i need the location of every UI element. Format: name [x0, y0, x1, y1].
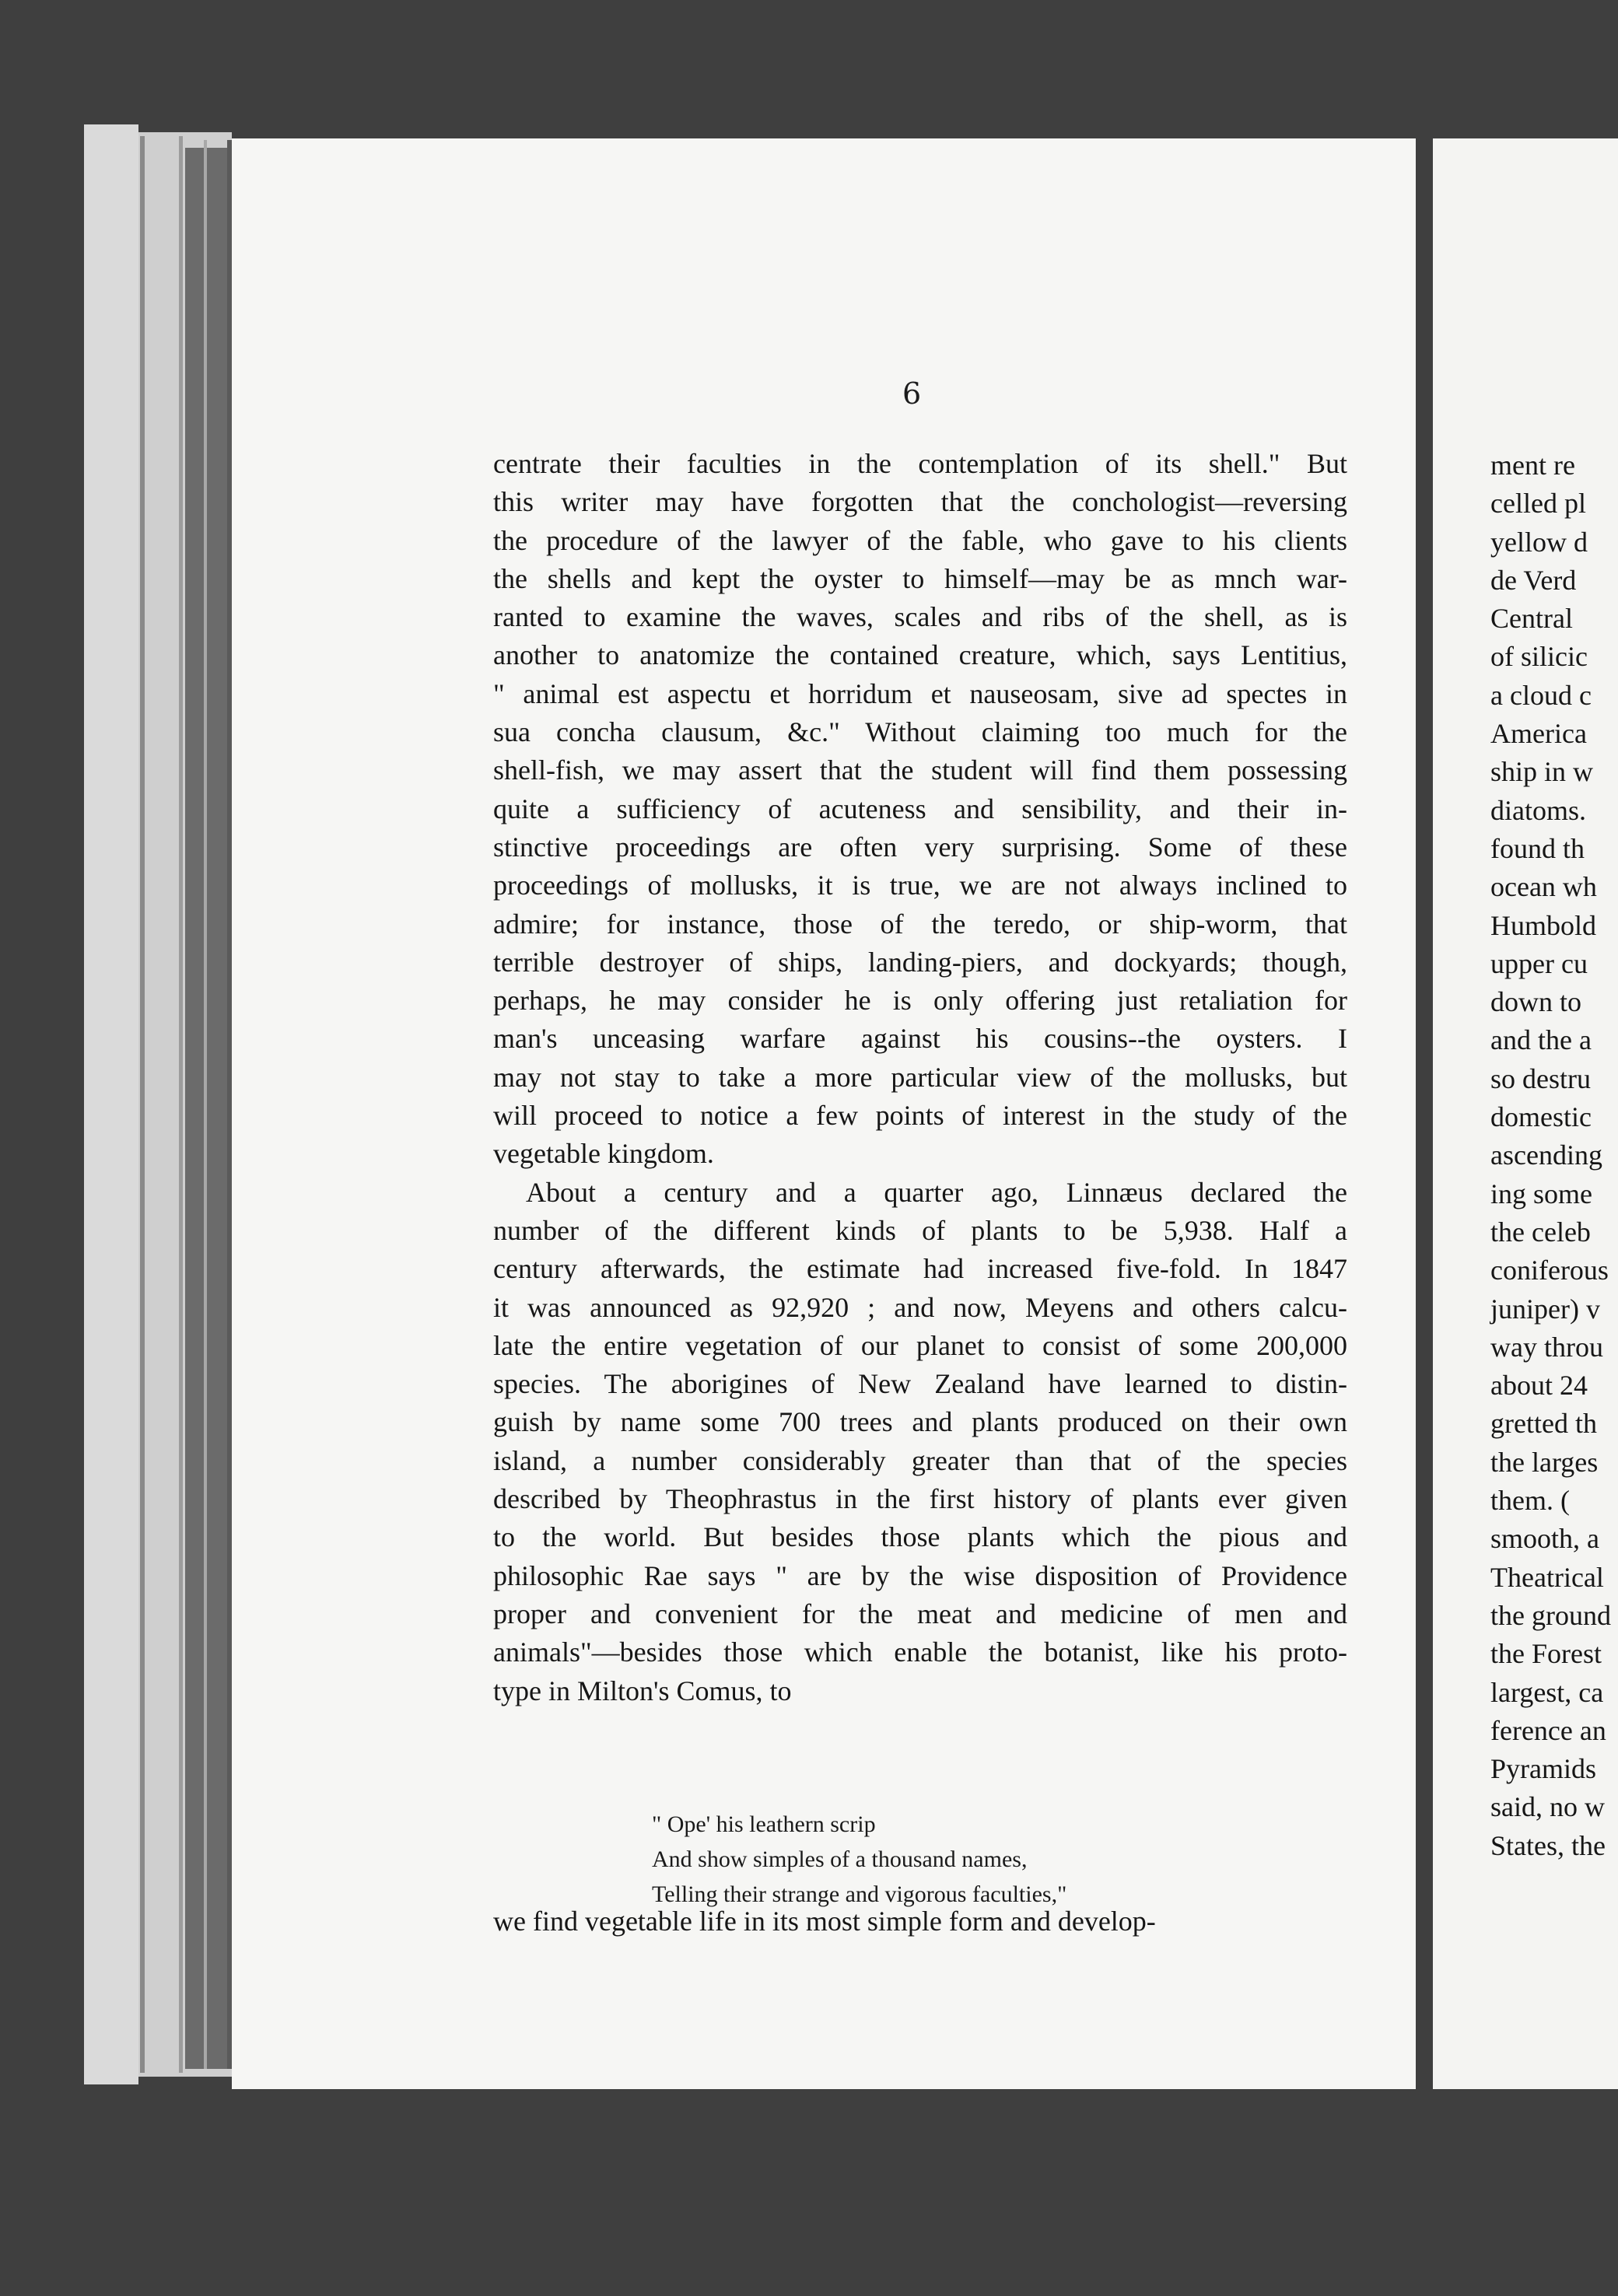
- right-page-line: about 24: [1490, 1370, 1588, 1402]
- right-page-line: the Forest: [1490, 1638, 1602, 1670]
- text-line: sua concha clausum, &c." Without claiming too much for the: [493, 716, 1347, 748]
- right-page-line: of silicic: [1490, 641, 1588, 673]
- text-line: proceedings of mollusks, it is true, we are not always inclined to: [493, 870, 1347, 901]
- right-page-line: ocean wh: [1490, 871, 1597, 903]
- right-page-line: smooth, a: [1490, 1523, 1599, 1555]
- book-edge: [84, 124, 138, 2084]
- right-page-line: them. (: [1490, 1485, 1570, 1517]
- right-page-line: ship in w: [1490, 756, 1594, 788]
- page-edge-line: [204, 140, 207, 2069]
- text-line: philosophic Rae says " are by the wise disposition of Providence: [493, 1559, 1347, 1591]
- right-page-line: so destru: [1490, 1062, 1591, 1094]
- right-page-line: the ground: [1490, 1599, 1611, 1631]
- right-page-line: gretted th: [1490, 1408, 1597, 1440]
- text-line: About a century and a quarter ago, Linnæus declared the: [526, 1176, 1347, 1208]
- right-page-line: ference an: [1490, 1714, 1606, 1746]
- text-line: described by Theophrastus in the first history of plants ever given: [493, 1483, 1347, 1515]
- quote-line: " Ope' his leathern scrip: [652, 1811, 876, 1837]
- right-page-line: said, no w: [1490, 1791, 1605, 1823]
- text-line: proper and convenient for the meat and medicine of men and: [493, 1598, 1347, 1629]
- text-line: stinctive proceedings are often very surprising. Some of these: [493, 831, 1347, 863]
- right-page-line: Humbold: [1490, 909, 1597, 941]
- text-line: animals"—besides those which enable the botanist, like his proto-: [493, 1636, 1347, 1668]
- verse-quote: [652, 1807, 1066, 1912]
- right-page-line: the celeb: [1490, 1216, 1591, 1248]
- right-page-line: Theatrical: [1490, 1561, 1604, 1593]
- right-page-line: domestic: [1490, 1101, 1592, 1133]
- text-line: number of the different kinds of plants to be 5,938. Half a: [493, 1214, 1347, 1246]
- right-page-line: America: [1490, 718, 1587, 750]
- page-edge-line: [140, 136, 145, 2073]
- text-line: " animal est aspectu et horridum et nauseosam, sive ad spectes in: [493, 677, 1347, 709]
- text-line: centrate their faculties in the contemplation of its shell." But: [493, 448, 1347, 479]
- right-page-line: ascending: [1490, 1139, 1602, 1171]
- right-page-line: Pyramids: [1490, 1753, 1597, 1785]
- right-page-line: Central: [1490, 603, 1573, 635]
- text-line: guish by name some 700 trees and plants produced on their own: [493, 1406, 1347, 1438]
- text-line: perhaps, he may consider he is only offering just retaliation for: [493, 985, 1347, 1017]
- text-line: type in Milton's Comus, to: [493, 1675, 792, 1706]
- final-line: [493, 1902, 1347, 1941]
- right-page-line: found th: [1490, 832, 1585, 864]
- text-line: century afterwards, the estimate had increased five-fold. In 1847: [493, 1253, 1347, 1285]
- text-line: species. The aborigines of New Zealand have learned to distin-: [493, 1368, 1347, 1400]
- text-line: to the world. But besides those plants which the pious and: [493, 1521, 1347, 1553]
- text-line: this writer may have forgotten that the conchologist—reversing: [493, 486, 1347, 518]
- text-line: we find vegetable life in its most simple form and develop-: [493, 1906, 1156, 1937]
- right-page-text: [1490, 446, 1611, 1865]
- right-page-line: and the a: [1490, 1024, 1592, 1056]
- text-line: the shells and kept the oyster to himself—may be as mnch war-: [493, 562, 1347, 594]
- quote-line: And show simples of a thousand names,: [652, 1846, 1028, 1872]
- right-page-line: diatoms.: [1490, 794, 1586, 826]
- right-page-line: juniper) v: [1490, 1293, 1600, 1325]
- text-line: shell-fish, we may assert that the student will find them possessing: [493, 754, 1347, 786]
- text-line: will proceed to notice a few points of interest in the study of the: [493, 1100, 1347, 1132]
- quote-line: Telling their strange and vigorous faculties,": [652, 1881, 1067, 1907]
- right-page-line: States, the: [1490, 1829, 1606, 1861]
- text-line: terrible destroyer of ships, landing-piers, and dockyards; though,: [493, 946, 1347, 978]
- text-line: admire; for instance, those of the teredo, or ship-worm, that: [493, 908, 1347, 940]
- right-page-line: yellow d: [1490, 526, 1588, 558]
- right-page-line: ment re: [1490, 450, 1575, 481]
- text-line: man's unceasing warfare against his cousins--the oysters. I: [493, 1023, 1347, 1055]
- text-line: ranted to examine the waves, scales and ribs of the shell, as is: [493, 601, 1347, 633]
- right-page-line: de Verd: [1490, 564, 1577, 596]
- text-line: it was announced as 92,920 ; and now, Meyens and others calcu-: [493, 1291, 1347, 1323]
- text-line: vegetable kingdom.: [493, 1138, 714, 1170]
- text-line: island, a number considerably greater than that of the species: [493, 1444, 1347, 1476]
- text-line: quite a sufficiency of acuteness and sensibility, and their in-: [493, 793, 1347, 824]
- text-line: another to anatomize the contained creature, which, says Lentitius,: [493, 639, 1347, 671]
- right-page-line: way throu: [1490, 1331, 1603, 1363]
- body-text: [493, 445, 1347, 1710]
- right-page-line: ing some: [1490, 1178, 1592, 1209]
- text-line: the procedure of the lawyer of the fable, who gave to his clients: [493, 524, 1347, 556]
- right-page-line: largest, ca: [1490, 1676, 1604, 1708]
- book-edge-shadow: [185, 148, 229, 2069]
- right-page-line: a cloud c: [1490, 679, 1592, 711]
- right-page-line: celled pl: [1490, 488, 1586, 520]
- text-line: may not stay to take a more particular view of the mollusks, but: [493, 1061, 1347, 1093]
- right-page-line: coniferous: [1490, 1255, 1609, 1286]
- page-edge-line: [179, 136, 183, 2073]
- right-page-line: down to: [1490, 986, 1581, 1018]
- page-number: 6: [902, 376, 922, 411]
- right-page-line: the larges: [1490, 1446, 1599, 1478]
- right-page-line: upper cu: [1490, 947, 1588, 979]
- text-line: late the entire vegetation of our planet to consist of some 200,000: [493, 1329, 1347, 1361]
